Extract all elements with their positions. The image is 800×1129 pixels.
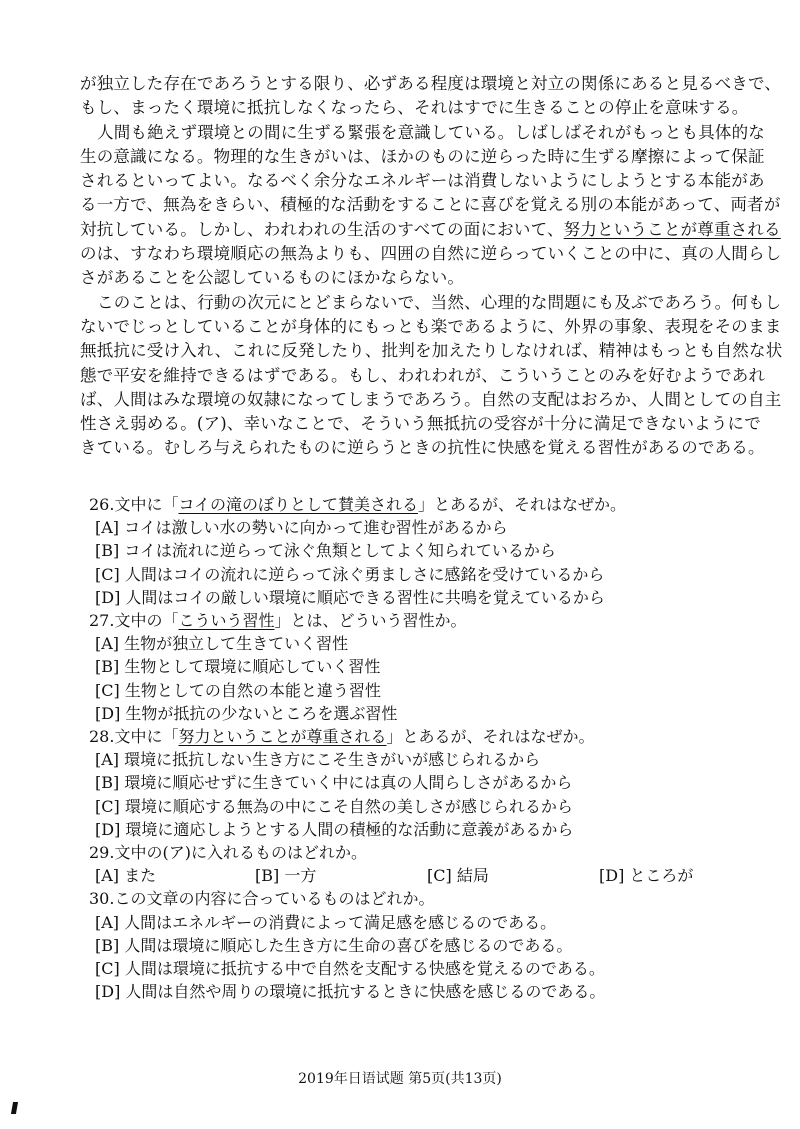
question-text: 」とあるが、それはなぜか。: [418, 495, 627, 514]
scan-mark: [11, 1102, 18, 1114]
question-number: 29.: [89, 843, 115, 863]
question-text: 文中に「: [114, 727, 179, 747]
passage-text: 対抗している。しかし、われわれの生活のすべての面において、: [80, 219, 564, 239]
passage-line: さがあることを公認しているものにほかならない。: [80, 268, 465, 288]
option-27-b[interactable]: [B] 生物として環境に順応していく習性: [95, 657, 381, 677]
passage-line: 態で平安を維持できるはずである。もし、われわれが、こういうことのみを好むようであれ: [80, 365, 766, 385]
question-number: 26.: [89, 495, 115, 514]
option-27-d[interactable]: [D] 生物が抵抗の少ないところを選ぶ習性: [95, 703, 398, 723]
option-28-b[interactable]: [B] 環境に順応せずに生きていく中には真の人間らしさがあるから: [95, 773, 573, 793]
question-number: 28.: [89, 727, 115, 747]
page-footer: 2019年日语试题 第5页(共13页): [298, 1071, 502, 1087]
question-27-stem: [89, 609, 739, 632]
option-26-d[interactable]: [D] 人間はコイの厳しい環境に順応できる習性に共鳴を覚えているから: [95, 587, 605, 607]
option-30-c[interactable]: [C] 人間は環境に抵抗する中で自然を支配する快感を覚えるのである。: [95, 959, 605, 979]
passage-line: ば、人間はみな環境の奴隷になってしまうであろう。自然の支配はおろか、人間としての自主: [80, 389, 782, 409]
passage-line: 性さえ弱める。(ア)、幸いなことで、そういう無抵抗の受容が十分に満足できないようにで: [80, 414, 761, 434]
option-29-d[interactable]: [D] ところが: [599, 866, 694, 886]
underlined-phrase: 努力ということが尊重される: [563, 219, 781, 239]
question-text: 文中の「: [114, 611, 179, 631]
option-29-c[interactable]: [C] 結局: [427, 866, 489, 886]
option-26-a[interactable]: [A] コイは激しい水の勢いに向かって進む習性があるから: [95, 518, 508, 538]
passage-line: ないでじっとしていることが身体的にもっとも楽であるように、外界の事象、表現をそのまま: [80, 316, 782, 336]
option-26-c[interactable]: [C] 人間はコイの流れに逆らって泳ぐ勇ましさに感銘を受けているから: [95, 564, 605, 584]
option-27-c[interactable]: [C] 生物としての自然の本能と違う習性: [95, 680, 381, 700]
passage-line: きている。むしろ与えられたものに逆らうときの抗性に快感を覚える習性があるのである。: [80, 438, 765, 458]
question-text: この文章の内容に合っているものはどれか。: [114, 889, 435, 909]
option-28-a[interactable]: [A] 環境に抵抗しない生き方にこそ生きがいが感じられるから: [95, 750, 541, 770]
option-28-d[interactable]: [D] 環境に適応しようとする人間の積極的な活動に意義があるから: [95, 819, 574, 839]
reading-passage: [80, 72, 783, 461]
passage-line: もし、まったく環境に抵抗しなくなったら、それはすでに生きることの停止を意味する。: [80, 98, 749, 118]
option-29-b[interactable]: [B] 一方: [255, 866, 317, 886]
question-text: 」とは、どういう習性か。: [274, 611, 467, 631]
question-29-stem: [89, 841, 739, 864]
question-text: 」とあるが、それはなぜか。: [386, 727, 595, 747]
passage-line: 無抵抗に受け入れ、これに反発したり、批判を加えたりしなければ、精神はもっとも自然な状: [80, 341, 783, 361]
question-30-stem: [89, 887, 739, 910]
option-30-a[interactable]: [A] 人間はエネルギーの消費によって満足感を感じるのである。: [95, 912, 557, 932]
question-text: 文中に「: [114, 495, 179, 514]
question-29-options: [89, 864, 739, 887]
question-list: [89, 493, 739, 1003]
passage-line: 人間も絶えず環境との間に生ずる緊張を意識している。しばしばそれがもっとも具体的な: [97, 122, 765, 142]
question-26-stem: [89, 493, 739, 516]
passage-line: のは、すなわち環境順応の無為よりも、四囲の自然に逆らっていくことの中に、真の人間らし: [80, 244, 782, 264]
passage-line: が独立した存在であろうとする限り、必ずある程度は環境と対立の関係にあると見るべきで、: [80, 74, 782, 93]
question-quote: 努力ということが尊重される: [178, 727, 387, 747]
option-30-d[interactable]: [D] 人間は自然や周りの環境に抵抗するときに快感を感じるのである。: [95, 982, 606, 1002]
option-28-c[interactable]: [C] 環境に順応する無為の中にこそ自然の美しさが感じられるから: [95, 796, 573, 816]
option-27-a[interactable]: [A] 生物が独立して生きていく習性: [95, 634, 349, 654]
passage-line: る一方で、無為をきらい、積極的な活動をすることに喜びを覚える別の本能があって、両者が: [80, 195, 781, 215]
passage-line: されるといってよい。なるべく余分なエネルギーは消費しないようにしようとする本能があ: [80, 171, 765, 191]
option-29-a[interactable]: [A] また: [95, 866, 157, 886]
passage-line: [80, 218, 781, 242]
question-text: 文中の(ア)に入れるものはどれか。: [114, 843, 367, 863]
question-number: 30.: [89, 889, 115, 909]
passage-line: 生の意識になる。物理的な生きがいは、ほかのものに逆らった時に生ずる摩擦によって保証: [80, 146, 765, 166]
question-quote: こういう習性: [178, 611, 275, 631]
question-number: 27.: [89, 611, 115, 631]
question-28-stem: [89, 725, 739, 748]
question-quote: コイの滝のぼりとして賛美される: [178, 495, 418, 514]
option-30-b[interactable]: [B] 人間は環境に順応した生き方に生命の喜びを感じるのである。: [95, 935, 573, 955]
option-26-b[interactable]: [B] コイは流れに逆らって泳ぐ魚類としてよく知られているから: [95, 541, 556, 561]
passage-line: このことは、行動の次元にとどまらないで、当然、心理的な問題にも及ぶであろう。何もし: [97, 292, 782, 312]
